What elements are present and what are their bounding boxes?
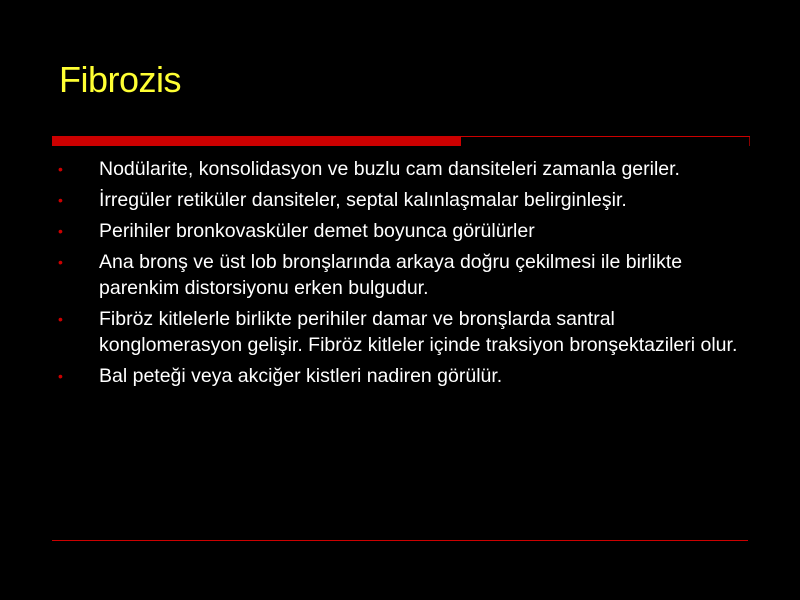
bullet-icon: • <box>58 192 63 208</box>
bullet-item <box>58 363 748 389</box>
bullet-text: Fibröz kitlelerle birlikte perihiler damar ve bronşlarda santral konglomerasyon gelişir. Fibröz kitleler içinde traksiyon bronşektazileri olur. <box>99 308 738 356</box>
bullet-item <box>58 156 748 182</box>
bullet-icon: • <box>58 223 63 239</box>
footer-divider <box>52 540 748 541</box>
bullet-icon: • <box>58 254 63 270</box>
title-underline-thick <box>52 137 461 146</box>
bullet-icon: • <box>58 368 63 384</box>
bullet-text: Nodülarite, konsolidasyon ve buzlu cam dansiteleri zamanla geriler. <box>99 158 680 180</box>
bullet-text: Bal peteği veya akciğer kistleri nadiren görülür. <box>99 365 503 387</box>
bullet-item <box>58 187 748 213</box>
slide-title: Fibrozis <box>59 59 182 100</box>
bullet-item <box>58 218 748 244</box>
bullet-text: Perihiler bronkovasküler demet boyunca görülürler <box>99 220 535 242</box>
bullet-item <box>58 306 748 358</box>
bullet-text: Ana bronş ve üst lob bronşlarında arkaya doğru çekilmesi ile birlikte parenkim distorsiyonu erken bulgudur. <box>99 251 683 299</box>
bullet-list <box>58 156 748 394</box>
bullet-item <box>58 249 748 301</box>
bullet-text: İrregüler retiküler dansiteler, septal kalınlaşmalar belirginleşir. <box>99 189 627 211</box>
bullet-icon: • <box>58 161 63 177</box>
title-underline-end-mark <box>749 137 750 146</box>
bullet-icon: • <box>58 311 63 327</box>
